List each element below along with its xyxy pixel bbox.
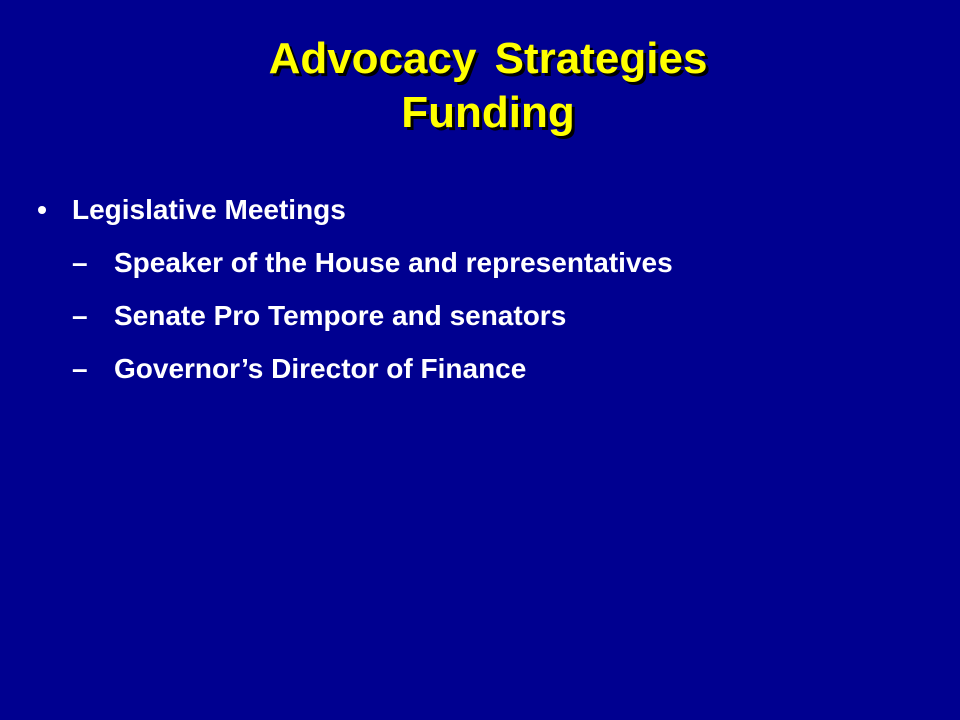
sub-item-senate xyxy=(30,296,930,336)
sub-item-speaker xyxy=(30,243,930,283)
dash-marker: – xyxy=(72,247,88,278)
title-line-1: Advocacy Strategies xyxy=(268,34,708,83)
dash-marker: – xyxy=(72,300,88,331)
sub-item-text: Speaker of the House and representatives xyxy=(114,247,673,278)
dash-marker: – xyxy=(72,353,88,384)
bullet-marker: • xyxy=(37,194,47,225)
slide-title xyxy=(0,32,960,140)
bullet-text: Legislative Meetings xyxy=(72,194,346,225)
bullet-item-legislative-meetings xyxy=(30,190,930,230)
sub-item-governor xyxy=(30,349,930,389)
title-line-2: Funding xyxy=(401,88,575,137)
sub-item-text: Senate Pro Tempore and senators xyxy=(114,300,567,331)
content-list xyxy=(30,190,930,389)
sub-item-text: Governor’s Director of Finance xyxy=(114,353,527,384)
